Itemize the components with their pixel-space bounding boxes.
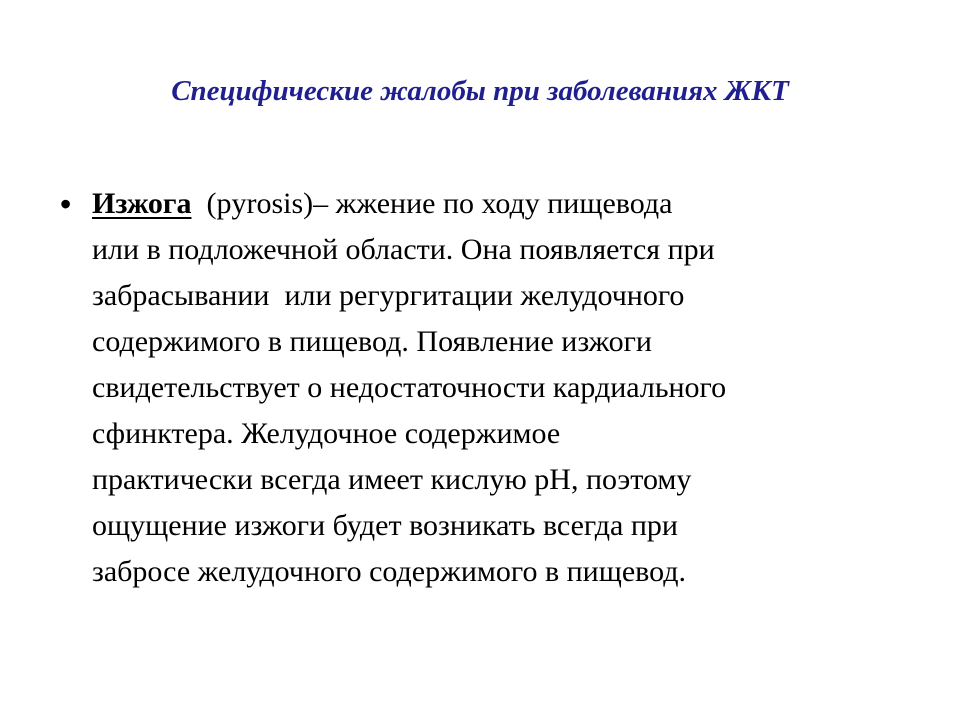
bullet-line: содержимого в пищевод. Появление изжоги: [92, 325, 652, 358]
bullet-point-icon: •: [60, 186, 72, 222]
bullet-line: или в подложечной области. Она появляется при: [92, 233, 715, 266]
bullet-text: [92, 181, 902, 595]
bullet-line-first: [92, 181, 902, 227]
bullet-line: практически всегда имеет кислую pH, поэтому: [92, 463, 692, 496]
bullet-line: забросе желудочного содержимого в пищевод.: [92, 555, 686, 588]
slide-title: Специфические жалобы при заболеваниях ЖКТ: [171, 75, 789, 107]
term-definition-start: (pyrosis)– жжение по ходу пищевода: [191, 187, 673, 220]
bullet-line: ощущение изжоги будет возникать всегда при: [92, 509, 678, 542]
bullet-line: сфинктера. Желудочное содержимое: [92, 417, 561, 450]
term-heading: Изжога: [92, 187, 192, 220]
bullet-line: забрасывании или регургитации желудочного: [92, 279, 685, 312]
bullet-line: свидетельствует о недостаточности кардиального: [92, 371, 727, 404]
